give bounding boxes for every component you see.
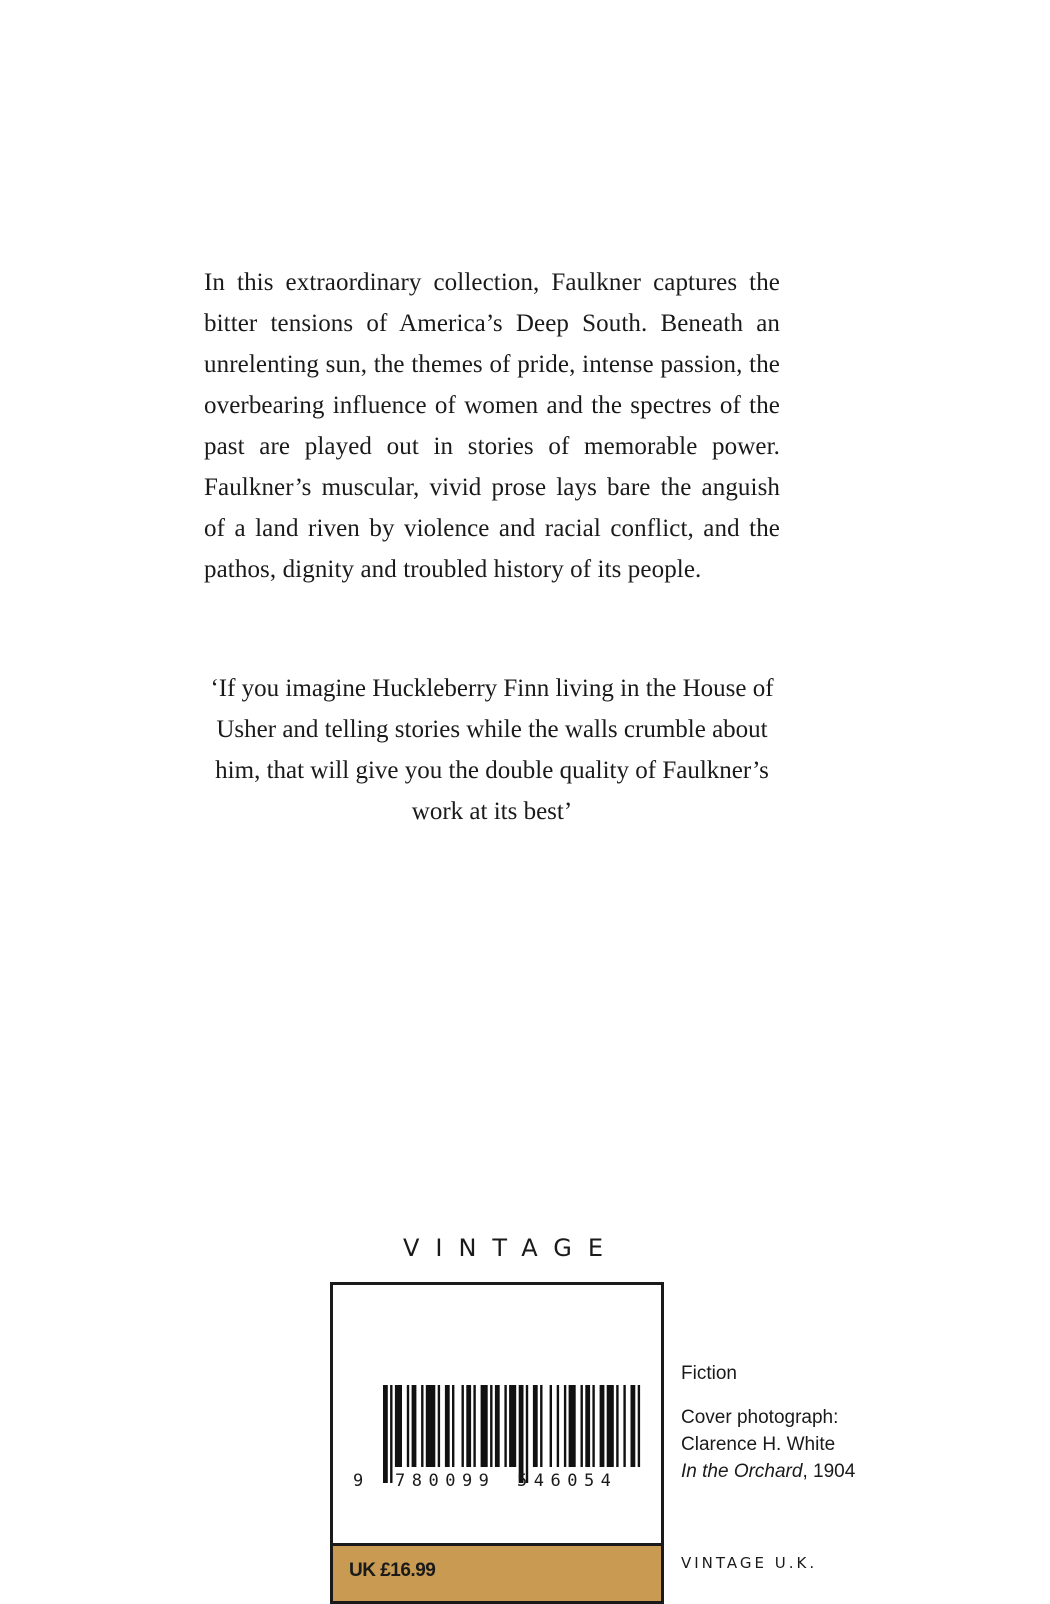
barcode-bar: [452, 1385, 454, 1467]
barcode-bar: [600, 1385, 605, 1467]
barcode-bar: [592, 1385, 594, 1467]
barcode-bar: [581, 1385, 583, 1467]
barcode-bar: [638, 1385, 640, 1467]
barcode-bar: [407, 1385, 409, 1467]
barcode-bar: [585, 1385, 590, 1467]
barcode-bar: [607, 1385, 614, 1467]
barcode-bar: [495, 1385, 500, 1467]
cover-work: [681, 1458, 855, 1485]
barcode-bar: [421, 1385, 423, 1467]
cover-work-title: In the Orchard: [681, 1461, 803, 1482]
cover-photographer: Clarence H. White: [681, 1434, 836, 1455]
barcode-bar: [466, 1385, 471, 1467]
barcode-bar: [550, 1385, 552, 1467]
barcode-bar: [445, 1385, 450, 1467]
price-band: [333, 1543, 661, 1604]
barcode-bar: [526, 1385, 528, 1483]
isbn-prefix-digit: 9: [353, 1471, 364, 1491]
barcode-bar: [509, 1385, 516, 1467]
barcode-bar: [426, 1385, 436, 1467]
isbn-right-group: 546054: [517, 1471, 618, 1491]
barcode-bar: [395, 1385, 402, 1467]
back-cover-blurb: In this extraordinary collection, Faulkner captures the bitter tensions of America’s Deep South. Beneath an unrelenting sun, the themes of pride, intense passion, the overbearing influence of women and the spectres of the past are played out in stories of memorable power. Faulkner’s muscular, vivid prose lays bare the anguish of a land riven by violence and racial conflict, and the pathos, dignity and troubled history of its people.: [204, 269, 780, 583]
genre-label: Fiction: [681, 1363, 737, 1384]
barcode-box: [330, 1282, 664, 1604]
barcode-bar: [412, 1385, 417, 1467]
barcode-bar: [481, 1385, 488, 1467]
barcode-bar: [490, 1385, 492, 1467]
publisher-logo: VINTAGE: [402, 1234, 619, 1262]
barcode-bar: [504, 1385, 506, 1467]
barcode-bar: [569, 1385, 576, 1467]
barcode-bar: [616, 1385, 618, 1467]
barcode-bar: [540, 1385, 542, 1467]
barcode-bar: [623, 1385, 625, 1467]
cover-credit-label: Cover photograph:: [681, 1407, 839, 1428]
cover-credit: [681, 1404, 855, 1485]
barcode-bar: [390, 1385, 392, 1483]
isbn-left-group: 780099: [395, 1471, 496, 1491]
barcode-icon: [353, 1385, 643, 1485]
barcode-bar: [473, 1385, 475, 1467]
barcode-bar: [462, 1385, 464, 1467]
price-label: UK £16.99: [349, 1560, 436, 1581]
barcode-bar: [533, 1385, 538, 1467]
barcode-bar: [557, 1385, 559, 1467]
barcode-bar: [519, 1385, 524, 1483]
barcode-bar: [383, 1385, 388, 1483]
cover-work-year: , 1904: [802, 1461, 856, 1482]
imprint-label: VINTAGE U.K.: [681, 1554, 818, 1572]
review-quote: ‘If you imagine Huckleberry Finn living in the House of Usher and telling stories while the walls crumble about him, that will give you the double quality of Faulkner’s work at its best’: [210, 675, 774, 825]
barcode-bar: [564, 1385, 566, 1467]
barcode-bar: [631, 1385, 636, 1467]
barcode-bar: [438, 1385, 440, 1467]
